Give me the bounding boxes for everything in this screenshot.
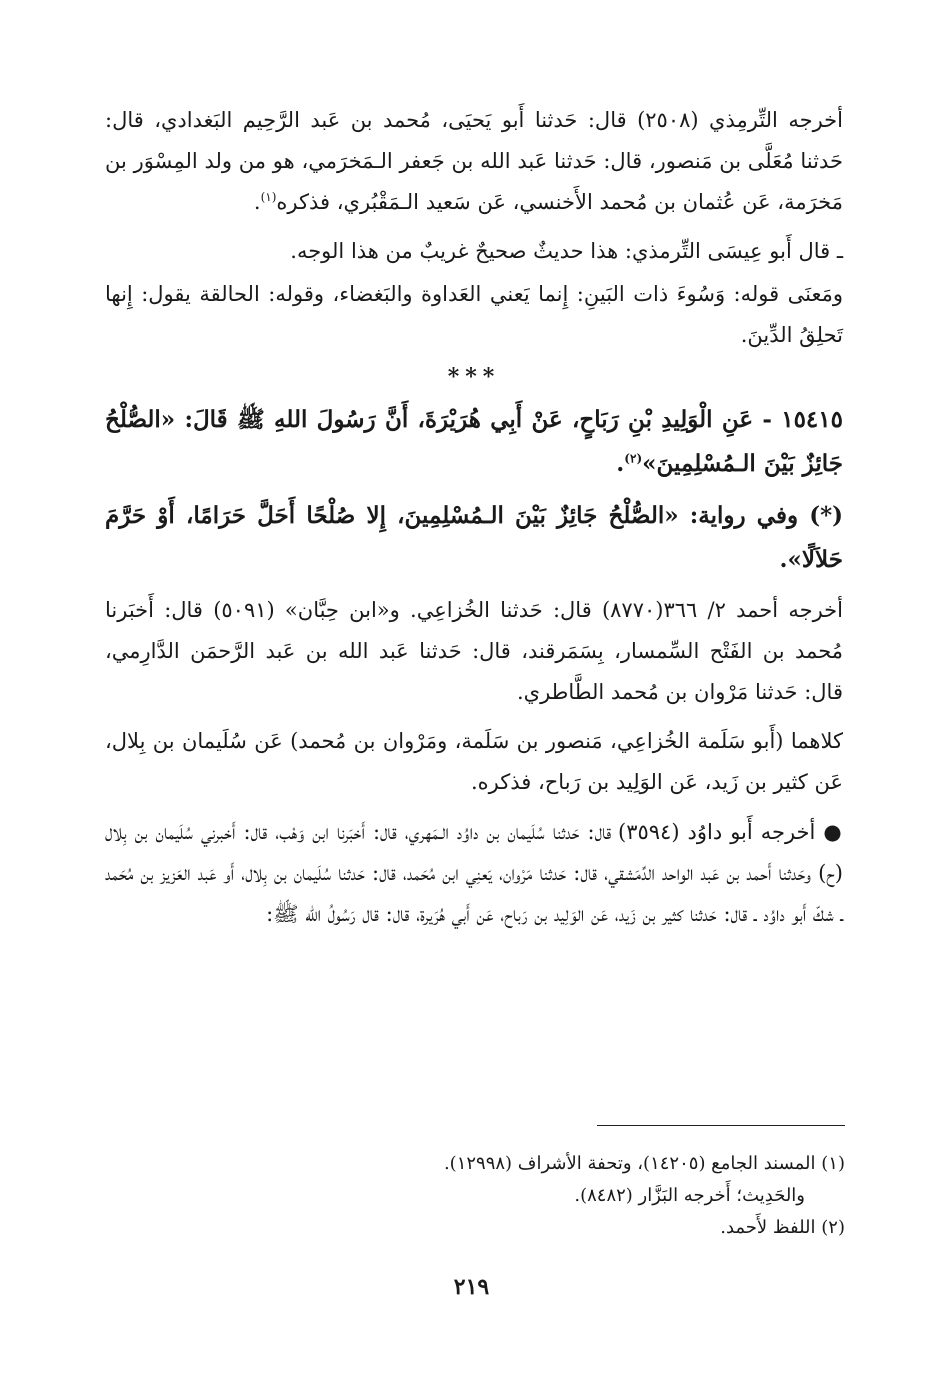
main-text [105, 100, 843, 943]
page-number: ٢١٩ [453, 1274, 490, 1300]
paragraph-ahmad-ibnhibban: أخرجه أحمد ٢/ ٣٦٦(٨٧٧٠) قال: حَدثنا الخُزاعِي. و«ابن حِبَّان» (٥٠٩١) قال: أَخبَرنا مُحمد بن الفَتْح السِّمسار، بِسَمَرقند، قال: حَدثنا عَبد الله بن عَبد الرَّحمَن الدَّارِمي، قال: حَدثنا مَرْوان بن مُحمد الطَّاطري. [105, 598, 843, 704]
footnotes [107, 1148, 845, 1244]
paragraph-tirmidhi-grading: ـ قال أَبو عِيسَى التِّرمذي: هذا حديثٌ صحيحٌ غريبٌ من هذا الوجه. [290, 239, 843, 263]
footnote-divider [597, 1125, 845, 1126]
footnote-2: (٢) اللفظ لأَحمد. [720, 1217, 845, 1238]
hadith-15415: ١٥٤١٥ - عَنِ الْوَلِيدِ بْنِ رَبَاحٍ، عَنْ أَبِي هُرَيْرَةَ، أَنَّ رَسُولَ اللهِ ﷺ قَالَ: «الصُّلْحُ جَائِزٌ بَيْنَ الـمُسْلِمِينَ»$^{(٢)}$. [105, 406, 843, 477]
paragraph-meaning: ومَعنَى قوله: وَسُوءَ ذات البَينِ: إِنما يَعني العَداوة والبَغضاء، وقوله: الحالقة يقول: إِنها تَحلِقُ الدِّينَ. [105, 282, 843, 347]
paragraph-tirmidhi-isnad: أخرجه التِّرمِذي (٢٥٠٨) قال: حَدثنا أَبو يَحيَى، مُحمد بن عَبد الرَّحِيم البَغدادي، قال: حَدثنا مُعَلَّى بن مَنصور، قال: حَدثنا عَبد الله بن جَعفر الـمَخرَمي، هو من ولد المِسْوَر بن مَخرَمة، عَن عُثمان بن مُحمد الأَخنسي، عَن سَعيد الـمَقْبُري، فذكره$^{(١)}$. [105, 108, 843, 214]
footnote-ref-2[interactable]: (٢) [624, 451, 643, 466]
section-separator: *** [447, 364, 501, 390]
footnote-ref-1[interactable]: (١) [260, 190, 277, 204]
footnote-1: (١) المسند الجامع (١٤٢٠٥)، وتحفة الأشراف (١٢٩٩٨). [443, 1153, 845, 1174]
bullet-icon: ● [823, 819, 843, 844]
paragraph-abudawud: ● أخرجه أَبو داوُد (٣٥٩٤) قال: حَدثنا سُلَيمان بن داوُد الـمَهري، قال: أَخبَرنا ابن وَهْب، قال: أَخبرني سُلَيمان بن بِلال (ح) وحَدثنا أَحمد بن عَبد الواحد الدِّمَشقي، قال: حَدثنا مَرْوان، يَعنِي ابن مُحَمد، قال: حَدثنا سُلَيمان بن بِلال، أَو عَبد العَزيز بن مُحَمد ـ شكّ أَبو داوُد ـ قال: حَدثنا كثير بن زَيد، عَن الوَلِيد بن رَباح، عَن أَبي هُرَيرة، قال: قال رَسُولُ الله ﷺ: [105, 819, 843, 926]
hadith-variant: (*) وفي رواية: «الصُّلْحُ جَائِزٌ بَيْنَ الـمُسْلِمِينَ، إِلا صُلْحًا أَحَلَّ حَرَامًا، أَوْ حَرَّمَ حَلاَلًا». [105, 502, 843, 573]
paragraph-both-narrators: كلاهما (أَبو سَلَمة الخُزاعِي، مَنصور بن سَلَمة، ومَرْوان بن مُحمد) عَن سُلَيمان بن بِلال، عَن كثير بن زَيد، عَن الوَلِيد بن رَباح، فذكره. [105, 729, 843, 794]
footnote-1-continuation: والحَدِيث؛ أَخرجه البَزَّار (٨٤٨٢). [574, 1185, 805, 1206]
